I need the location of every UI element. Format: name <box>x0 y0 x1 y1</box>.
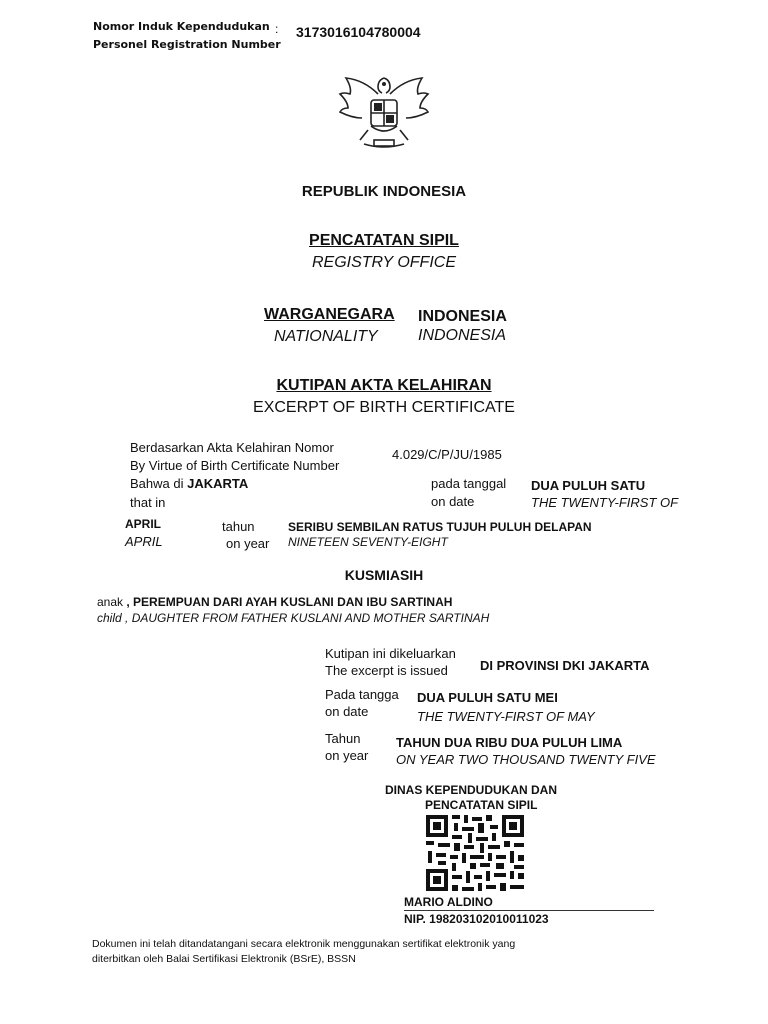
office-title-en: REGISTRY OFFICE <box>311 254 456 271</box>
date-value-en: THE TWENTY-FIRST OF <box>531 495 679 510</box>
nip-value: 198203102010011023 <box>429 912 549 926</box>
qr-code-icon <box>424 813 526 893</box>
nik-colon: : <box>275 22 279 36</box>
issued-date-en: THE TWENTY-FIRST OF MAY <box>417 709 595 724</box>
child-desc-id: , PEREMPUAN DARI AYAH KUSLANI DAN IBU SARTINAH <box>126 595 453 609</box>
footer-line2: diterbitkan oleh Balai Sertifikasi Elektronik (BSrE), BSSN <box>92 953 356 965</box>
certificate-title-id: KUTIPAN AKTA KELAHIRAN <box>276 377 492 394</box>
child-label-id: anak <box>97 595 124 609</box>
child-label-en: child <box>97 611 122 625</box>
month-id: APRIL <box>125 517 161 531</box>
year-label-id: tahun <box>222 519 255 534</box>
issued-label-en: The excerpt is issued <box>325 663 448 678</box>
nik-value: 3173016104780004 <box>296 24 421 40</box>
issued-date-label-id: Pada tangga <box>325 687 399 702</box>
certificate-title-en: EXCERPT OF BIRTH CERTIFICATE <box>253 399 515 416</box>
nik-label-en: Personel Registration Number <box>93 38 281 51</box>
issued-place: DI PROVINSI DKI JAKARTA <box>480 658 650 673</box>
year-label-en: on year <box>226 536 270 551</box>
office-title-id: PENCATATAN SIPIL <box>309 232 459 249</box>
year-value-en: NINETEEN SEVENTY-EIGHT <box>288 535 448 549</box>
signatory-office-line2: PENCATATAN SIPIL <box>425 798 538 812</box>
issued-label-id: Kutipan ini dikeluarkan <box>325 646 456 661</box>
issued-date-id: DUA PULUH SATU MEI <box>417 690 558 705</box>
date-value-id: DUA PULUH SATU <box>531 478 646 493</box>
issued-year-label-id: Tahun <box>325 731 361 746</box>
issued-year-label-en: on year <box>325 748 369 763</box>
republic-title: REPUBLIK INDONESIA <box>301 183 467 200</box>
signature-line <box>404 910 654 911</box>
nationality-value-en: INDONESIA <box>418 327 507 344</box>
year-value-id: SERIBU SEMBILAN RATUS TUJUH PULUH DELAPAN <box>288 520 592 534</box>
nik-label-id: Nomor Induk Kependudukan <box>93 20 270 33</box>
basis-label-id: Berdasarkan Akta Kelahiran Nomor <box>130 440 334 455</box>
place-label-en: that in <box>130 495 166 510</box>
issued-year-en: ON YEAR TWO THOUSAND TWENTY FIVE <box>396 752 656 767</box>
issued-year-id: TAHUN DUA RIBU DUA PULUH LIMA <box>396 735 623 750</box>
signatory-name: MARIO ALDINO <box>404 895 493 909</box>
place-label-id: Bahwa di <box>130 476 184 491</box>
month-en: APRIL <box>125 534 163 549</box>
nationality-value-id: INDONESIA <box>418 308 507 325</box>
nationality-label-id: WARGANEGARA <box>264 306 395 323</box>
signatory-office-line1: DINAS KEPENDUDUKAN DAN <box>385 783 558 797</box>
child-name: KUSMIASIH <box>344 567 424 583</box>
child-desc-en: , DAUGHTER FROM FATHER KUSLANI AND MOTHER SARTINAH <box>125 611 490 625</box>
date-label-en: on date <box>431 494 475 509</box>
footer-line1: Dokumen ini telah ditandatangani secara elektronik menggunakan sertifikat elektronik yang <box>92 938 516 950</box>
place-value: JAKARTA <box>187 476 249 491</box>
birth-certificate-number: 4.029/C/P/JU/1985 <box>392 447 502 462</box>
nationality-label-en: NATIONALITY <box>274 328 378 345</box>
nip-label: NIP. <box>404 912 426 926</box>
basis-label-en: By Virtue of Birth Certificate Number <box>130 458 340 473</box>
date-label-id: pada tanggal <box>431 476 507 491</box>
garuda-emblem-icon <box>338 68 430 158</box>
issued-date-label-en: on date <box>325 704 369 719</box>
